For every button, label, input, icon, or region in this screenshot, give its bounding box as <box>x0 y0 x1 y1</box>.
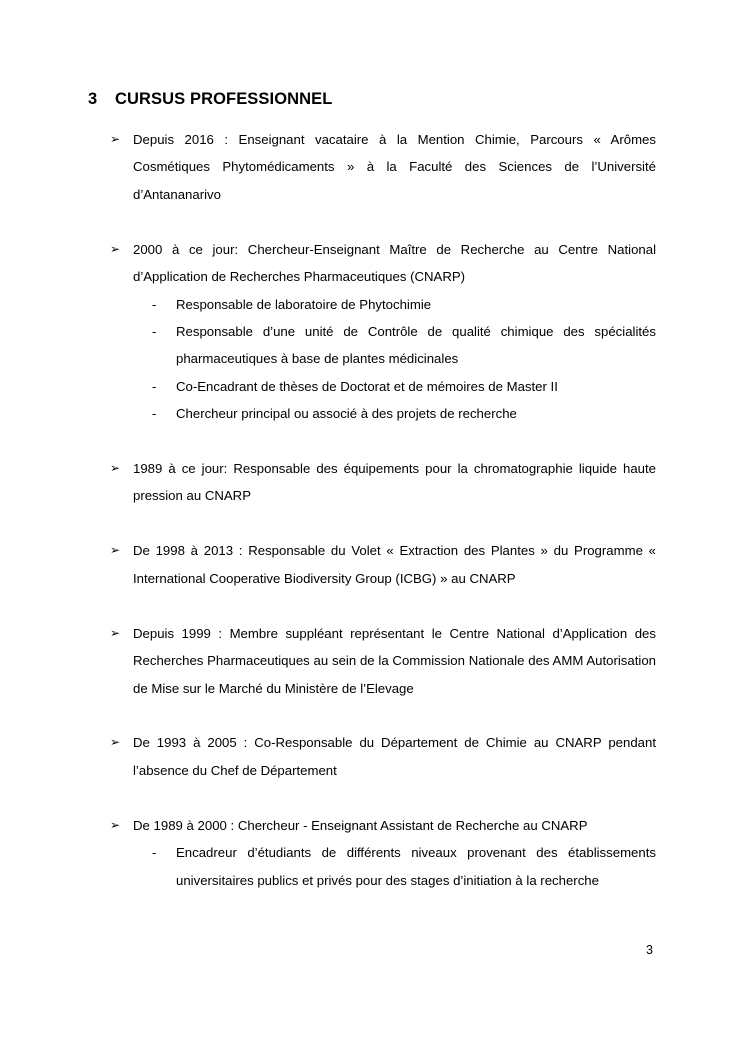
entry-text: Depuis 1999 : Membre suppléant représentant le Centre National d’Application des Recherches Pharmaceutiques au sein de la Commission Nationale des AMM Autorisation de Mise sur le Marché du Ministère de l’Elevage <box>133 625 656 696</box>
entry-text: 1989 à ce jour: Responsable des équipements pour la chromatographie liquide haute pression au CNARP <box>133 461 656 504</box>
arrowhead-bullet-icon: ➢ <box>110 241 121 256</box>
career-entry <box>110 729 656 784</box>
dash-bullet-icon: - <box>152 378 157 394</box>
subitem-text: Responsable de laboratoire de Phytochimie <box>176 296 432 312</box>
career-entry <box>110 812 656 894</box>
entry-spacer <box>110 592 656 620</box>
entry-subitem-list <box>110 839 656 894</box>
career-entry <box>110 126 656 208</box>
career-entry <box>110 537 656 592</box>
entry-spacer <box>110 784 656 812</box>
dash-bullet-icon: - <box>152 296 157 312</box>
entry-text: Depuis 2016 : Enseignant vacataire à la Mention Chimie, Parcours « Arômes Cosmétiques Phytomédicaments » à la Faculté des Sciences de l’Université d’Antananarivo <box>133 132 656 202</box>
entry-spacer <box>110 510 656 538</box>
subitem-text: Co-Encadrant de thèses de Doctorat et de mémoires de Master II <box>176 378 558 394</box>
entry-spacer <box>110 702 656 730</box>
entry-text: 2000 à ce jour: Chercheur-Enseignant Maître de Recherche au Centre National d’Application de Recherches Pharmaceutiques (CNARP) <box>133 241 656 285</box>
career-entries <box>110 126 656 894</box>
career-entry <box>110 620 656 702</box>
career-entry <box>110 236 656 428</box>
entry-spacer <box>110 208 656 236</box>
entry-text: De 1998 à 2013 : Responsable du Volet « Extraction des Plantes » du Programme « International Cooperative Biodiversity Group (ICBG) » au CNARP <box>133 543 656 586</box>
dash-bullet-icon: - <box>152 845 157 861</box>
entry-subitem <box>110 373 656 400</box>
arrowhead-bullet-icon: ➢ <box>110 132 121 146</box>
dash-bullet-icon: - <box>152 323 157 339</box>
entry-paragraph <box>110 729 656 784</box>
entry-paragraph <box>110 455 656 510</box>
entry-subitem <box>110 839 656 894</box>
entry-paragraph <box>110 126 656 208</box>
section-title: CURSUS PROFESSIONNEL <box>115 90 333 108</box>
entry-subitem <box>110 400 656 427</box>
entry-subitem <box>110 291 656 318</box>
dash-bullet-icon: - <box>152 406 157 422</box>
arrowhead-bullet-icon: ➢ <box>110 817 121 832</box>
entry-paragraph <box>110 812 656 839</box>
subitem-text: Chercheur principal ou associé à des projets de recherche <box>176 406 517 422</box>
entry-text: De 1993 à 2005 : Co-Responsable du Département de Chimie au CNARP pendant l’absence du Chef de Département <box>133 735 656 778</box>
career-entry <box>110 455 656 510</box>
entry-paragraph <box>110 236 656 291</box>
section-heading <box>88 90 332 109</box>
subitem-text: Responsable d’une unité de Contrôle de qualité chimique des spécialités pharmaceutiques à base de plantes médicinales <box>176 323 656 367</box>
entry-paragraph <box>110 537 656 592</box>
entry-subitem <box>110 318 656 373</box>
arrowhead-bullet-icon: ➢ <box>110 543 121 558</box>
entry-subitem-list <box>110 291 656 428</box>
arrowhead-bullet-icon: ➢ <box>110 625 121 640</box>
subitem-text: Encadreur d’étudiants de différents niveaux provenant des établissements universitaires publics et privés pour des stages d’initiation à la recherche <box>176 845 656 888</box>
page-number: 3 <box>646 943 653 957</box>
section-number: 3 <box>88 90 98 108</box>
entry-paragraph <box>110 620 656 702</box>
entry-spacer <box>110 428 656 456</box>
entry-text: De 1989 à 2000 : Chercheur - Enseignant Assistant de Recherche au CNARP <box>133 817 588 833</box>
arrowhead-bullet-icon: ➢ <box>110 461 121 476</box>
arrowhead-bullet-icon: ➢ <box>110 735 121 750</box>
